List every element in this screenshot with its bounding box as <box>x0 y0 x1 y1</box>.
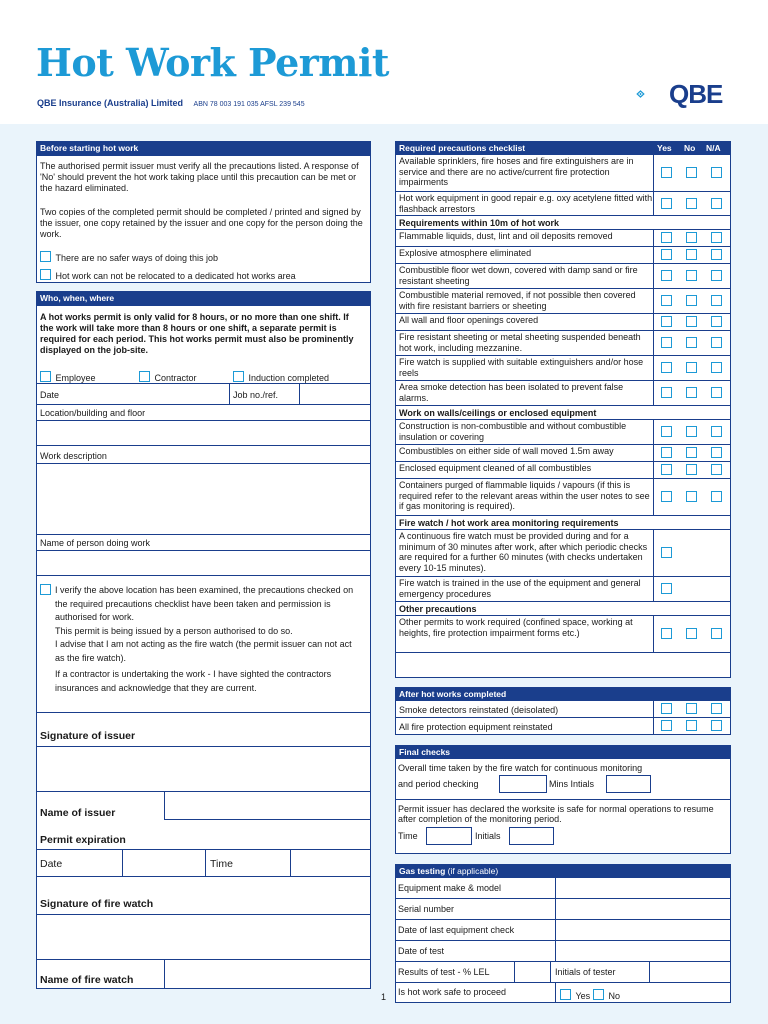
who-heading: Who, when, where <box>36 291 371 305</box>
final-heading: Final checks <box>395 745 731 759</box>
checkbox[interactable] <box>233 371 244 382</box>
checklist-item-label: Other permits to work required (confined space, working at heights, fire protection impairment forms etc.) <box>399 616 654 652</box>
sig-issuer-label: Signature of issuer <box>40 730 136 742</box>
exp-time-label: Time <box>210 858 233 870</box>
checkbox[interactable] <box>661 167 672 178</box>
verify2: This permit is being issued by a person authorised to do so. <box>55 625 293 636</box>
checkbox[interactable] <box>711 387 722 398</box>
checklist-item-label: Area smoke detection has been isolated to prevent false alarms. <box>399 381 654 405</box>
checkbox[interactable] <box>686 628 697 639</box>
checklist-row <box>396 331 730 356</box>
checkbox[interactable] <box>661 249 672 260</box>
verify-block <box>40 584 362 695</box>
checklist-row <box>396 356 730 381</box>
checklist-item-label: A continuous fire watch must be provided during and for a minimum of 30 minutes after work, after which periodic checks are required for a further 60 minutes (with checks undertaken every 10-15 minutes). <box>399 530 654 576</box>
gas-row-date: Date of test <box>396 941 730 962</box>
before-heading: Before starting hot work <box>36 141 371 155</box>
checklist-row <box>396 462 730 479</box>
checkbox[interactable] <box>711 720 722 731</box>
final-box <box>395 759 731 854</box>
final-line2: and period checking <box>398 779 479 789</box>
person-name-label: Name of person doing work <box>40 538 151 548</box>
after-item-label: All fire protection equipment reinstated <box>399 718 654 734</box>
checkbox[interactable] <box>686 720 697 731</box>
checkbox[interactable] <box>139 371 150 382</box>
work-desc-field[interactable] <box>37 463 370 535</box>
exp-date-field[interactable] <box>122 850 206 877</box>
checklist-row <box>396 314 730 331</box>
logo-text: QBE <box>669 79 723 109</box>
checkbox[interactable] <box>661 387 672 398</box>
checkbox[interactable] <box>686 167 697 178</box>
gas-yes-option: Yes <box>560 986 590 1004</box>
checklist-item-label: Fire resistant sheeting or metal sheeting suspended beneath hot work, including mezzanine. <box>399 331 654 355</box>
job-no-label: Job no./ref. <box>233 390 279 400</box>
after-row <box>396 718 730 735</box>
checklist-row <box>396 155 730 192</box>
location-field[interactable] <box>37 420 370 446</box>
checkbox[interactable] <box>711 362 722 373</box>
gas-initials-field[interactable] <box>649 962 730 982</box>
who-box <box>36 305 371 989</box>
qbe-logo-icon <box>636 80 666 108</box>
checkbox[interactable] <box>711 167 722 178</box>
initials-field[interactable] <box>509 827 554 845</box>
checkbox[interactable] <box>711 337 722 348</box>
date-job-row <box>37 383 370 405</box>
checkbox[interactable] <box>686 198 697 209</box>
checkbox[interactable] <box>711 232 722 243</box>
no-header: No <box>684 143 696 153</box>
checklist-row <box>396 445 730 462</box>
checkbox[interactable] <box>661 337 672 348</box>
checkbox[interactable] <box>593 989 604 1000</box>
time-field[interactable] <box>426 827 472 845</box>
checklist-item-label: Explosive atmosphere eliminated <box>399 247 654 263</box>
mins-label: Mins Intials <box>549 779 595 789</box>
after-item-label: Smoke detectors reinstated (deisolated) <box>399 701 654 717</box>
date-field[interactable] <box>229 384 230 405</box>
checklist-item-label: Construction is non-combustible and without combustible insulation or covering <box>399 420 654 444</box>
opt-employee: Employee <box>40 368 95 386</box>
page-number: 1 <box>381 992 387 1002</box>
exp-time-field[interactable] <box>290 850 370 877</box>
sig-issuer-top-line <box>37 712 370 713</box>
exp-date-label: Date <box>40 858 63 870</box>
checkbox[interactable] <box>686 316 697 327</box>
checklist-item-label: Containers purged of flammable liquids / vapours (if this is required refer to the relevant areas within the user notes to see if gas monitoring is required). <box>399 479 654 515</box>
checkbox[interactable] <box>661 316 672 327</box>
person-name-field[interactable] <box>37 550 370 576</box>
verify1: I verify the above location has been examined, the precautions checked on the required precautions checklist have been taken and permission is authorised for work. <box>55 585 354 622</box>
mins-initials-field[interactable] <box>606 775 651 793</box>
page-title: Hot Work Permit <box>36 40 389 85</box>
checkbox[interactable] <box>711 703 722 714</box>
checklist-row <box>396 420 730 445</box>
work-desc-label: Work description <box>40 451 107 461</box>
checkbox[interactable] <box>661 703 672 714</box>
checkbox[interactable] <box>711 316 722 327</box>
checkbox[interactable] <box>661 426 672 437</box>
checkbox[interactable] <box>686 295 697 306</box>
before-box <box>36 155 371 283</box>
after-box <box>395 701 731 735</box>
checkbox[interactable] <box>686 387 697 398</box>
right-column <box>395 141 731 1003</box>
checkbox[interactable] <box>711 447 722 458</box>
before-para1: The authorised permit issuer must verify all the precautions listed. A response of 'No' should prevent the hot work taking place until this precaution can be met or the hazard eliminated. <box>40 161 359 193</box>
checkbox[interactable] <box>686 249 697 260</box>
checklist-row <box>396 479 730 516</box>
checkbox[interactable] <box>661 547 672 558</box>
page-header <box>0 0 768 124</box>
checkbox[interactable] <box>661 295 672 306</box>
exp-row <box>37 849 370 877</box>
company-name: QBE Insurance (Australia) Limited <box>37 98 184 108</box>
gas-row-serial: Serial number <box>396 899 730 920</box>
name-fire-label: Name of fire watch <box>40 974 134 986</box>
checkbox[interactable] <box>661 447 672 458</box>
checklist-item-label: Fire watch is trained in the use of the equipment and general emergency procedures <box>399 577 654 601</box>
checklist-row <box>396 289 730 314</box>
checkbox[interactable] <box>686 426 697 437</box>
checkbox[interactable] <box>661 362 672 373</box>
name-fire-field[interactable] <box>164 960 370 988</box>
after-heading: After hot works completed <box>395 687 731 701</box>
checklist-item-label: Fire watch is supplied with suitable extinguishers and/or hose reels <box>399 356 654 380</box>
checklist-row <box>396 616 730 653</box>
checkbox[interactable] <box>661 270 672 281</box>
checklist-item-label: Enclosed equipment cleaned of all combustibles <box>399 462 654 478</box>
checkbox[interactable] <box>711 249 722 260</box>
gas-row-results: Results of test - % LEL Initials of tester <box>396 962 730 983</box>
checkbox[interactable] <box>661 198 672 209</box>
checkbox[interactable] <box>661 464 672 475</box>
left-column <box>36 141 371 989</box>
checkbox[interactable] <box>661 491 672 502</box>
gas-make-field[interactable] <box>555 878 730 898</box>
checklist-row <box>396 530 730 577</box>
mins-field[interactable] <box>499 775 547 793</box>
gas-results-field[interactable] <box>514 962 551 982</box>
verify4: If a contractor is undertaking the work - I have sighted the contractors insurances and acknowledge that they are current. <box>55 669 332 693</box>
initials-label: Initials <box>475 831 501 841</box>
checkbox[interactable] <box>560 989 571 1000</box>
checklist-item-label: Combustible material removed, if not possible then covered with fire resistant barriers or sheeting <box>399 289 654 313</box>
opt-induction: Induction completed <box>233 368 329 386</box>
checkbox[interactable] <box>661 720 672 731</box>
checkbox[interactable] <box>711 198 722 209</box>
checkbox[interactable] <box>711 628 722 639</box>
location-label: Location/building and floor <box>40 408 146 418</box>
checklist-box <box>395 155 731 678</box>
date-label: Date <box>40 390 60 400</box>
checkbox[interactable] <box>40 269 51 280</box>
time-label: Time <box>398 831 418 841</box>
checkbox[interactable] <box>686 703 697 714</box>
checklist-row <box>396 381 730 406</box>
permit-exp-label: Permit expiration <box>40 834 126 846</box>
checklist-row <box>396 230 730 247</box>
checkbox[interactable] <box>686 464 697 475</box>
checklist-row <box>396 192 730 216</box>
checkbox[interactable] <box>686 447 697 458</box>
job-no-field[interactable] <box>299 384 300 405</box>
name-issuer-field[interactable] <box>164 792 370 820</box>
name-issuer-label: Name of issuer <box>40 807 116 819</box>
checklist-subheading: Requirements within 10m of hot work <box>396 216 730 230</box>
sig-issuer-field[interactable] <box>37 746 370 792</box>
yes-header: Yes <box>657 143 672 153</box>
checkbox[interactable] <box>686 337 697 348</box>
checkbox[interactable] <box>686 232 697 243</box>
checklist-row <box>396 247 730 264</box>
checkbox[interactable] <box>686 491 697 502</box>
checklist-item-label: Combustible floor wet down, covered with damp sand or fire resistant sheeting <box>399 264 654 288</box>
after-row <box>396 701 730 718</box>
opt-contractor: Contractor <box>139 368 196 386</box>
checkbox[interactable] <box>686 362 697 373</box>
checklist-item-label: Combustibles on either side of wall moved 1.5m away <box>399 445 654 461</box>
gas-lastcheck-field[interactable] <box>555 920 730 940</box>
checklist-item-label: Hot work equipment in good repair e.g. oxy acetylene fitted with flashback arrestors <box>399 193 653 214</box>
before-check2: Hot work can not be relocated to a dedicated hot works area <box>40 266 296 284</box>
final-divider <box>396 799 730 800</box>
gas-date-field[interactable] <box>555 941 730 961</box>
checkbox[interactable] <box>711 426 722 437</box>
checklist-row <box>396 577 730 602</box>
before-para2: Two copies of the completed permit should be completed / printed and signed by the issuer, one copy retained by the issuer and one copy for the person doing the work. <box>40 207 363 239</box>
gas-serial-field[interactable] <box>555 899 730 919</box>
final-line1: Overall time taken by the fire watch for continuous monitoring <box>398 763 643 773</box>
checkbox[interactable] <box>711 491 722 502</box>
checkbox[interactable] <box>661 628 672 639</box>
checkbox[interactable] <box>711 295 722 306</box>
checkbox[interactable] <box>40 251 51 262</box>
checkbox[interactable] <box>661 232 672 243</box>
na-header: N/A <box>706 143 721 153</box>
checklist-subheading: Work on walls/ceilings or enclosed equipment <box>396 406 730 420</box>
gas-no-option: No <box>593 986 620 1004</box>
who-notice: A hot works permit is only valid for 8 hours, or no more than one shift. If the work will take more than 8 hours or one shift, a separate permit is required for each period. This hot works permit must also be prominently displayed on the job-site. <box>40 312 354 355</box>
checklist-subheading: Fire watch / hot work area monitoring requirements <box>396 516 730 530</box>
before-check1: There are no safer ways of doing this job <box>40 248 218 266</box>
verify3: I advise that I am not acting as the fire watch (the permit issuer can not act as the fire watch). <box>55 639 352 663</box>
checkbox[interactable] <box>40 371 51 382</box>
gas-row-lastcheck: Date of last equipment check <box>396 920 730 941</box>
checkbox[interactable] <box>711 270 722 281</box>
gas-row-safe: Is hot work safe to proceed Yes No <box>396 983 730 1002</box>
gas-heading: Gas testing (if applicable) <box>395 864 731 878</box>
checkbox[interactable] <box>40 584 51 595</box>
checkbox[interactable] <box>661 583 672 594</box>
checklist-item-label: Flammable liquids, dust, lint and oil deposits removed <box>399 230 654 246</box>
checkbox[interactable] <box>711 464 722 475</box>
checklist-heading: Required precautions checklist Yes No N/A <box>395 141 731 155</box>
checklist-item-label: All wall and floor openings covered <box>399 314 654 330</box>
final-line3: Permit issuer has declared the worksite is safe for normal operations to resume after completion of the monitoring period. <box>398 804 714 824</box>
checkbox[interactable] <box>686 270 697 281</box>
checklist-subheading: Other precautions <box>396 602 730 616</box>
gas-row-make: Equipment make & model <box>396 878 730 899</box>
abn-text: ABN 78 003 191 035 AFSL 239 545 <box>193 101 305 108</box>
company-line <box>37 98 305 108</box>
checklist-row <box>396 264 730 289</box>
sig-fire-label: Signature of fire watch <box>40 898 154 910</box>
checklist-item-label: Available sprinklers, fire hoses and fire extinguishers are in service and there are no active/current fire protection impairments <box>399 155 654 191</box>
sig-fire-field[interactable] <box>37 914 370 960</box>
gas-box <box>395 878 731 1003</box>
